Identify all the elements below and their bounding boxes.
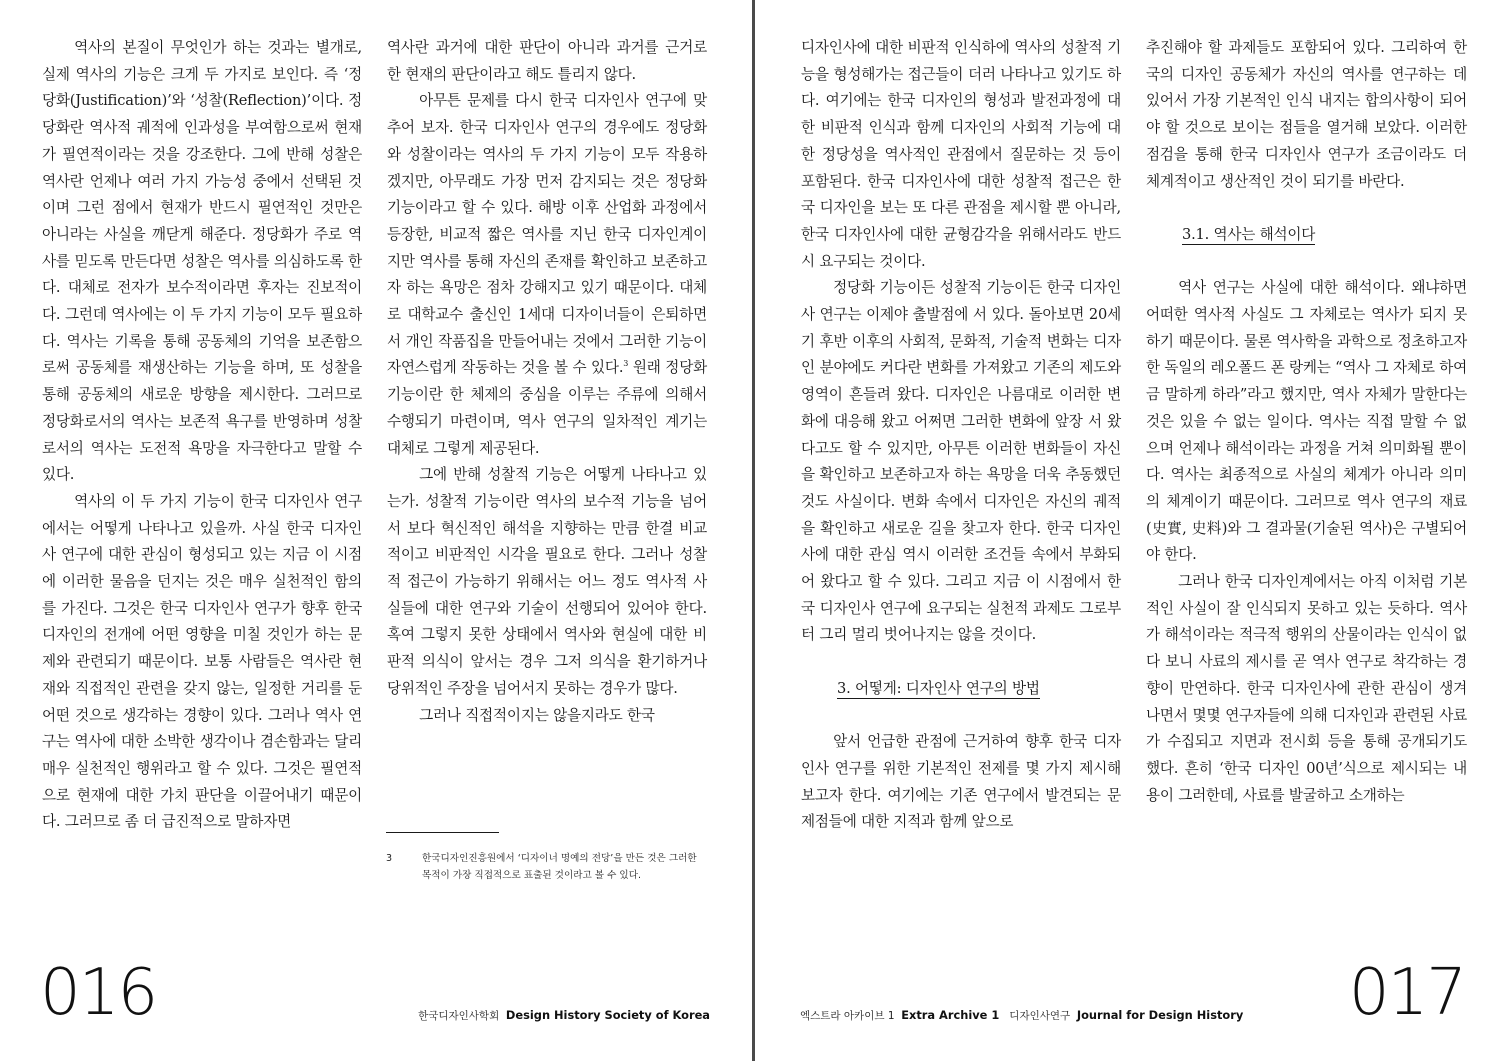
right-column-2	[1146, 35, 1467, 809]
running-head-left	[418, 1007, 710, 1024]
left-column-2	[387, 35, 707, 729]
paragraph: 앞서 언급한 관점에 근거하여 향후 한국 디자인사 연구를 위한 기본적인 전제를 몇 가지 제시해보고자 한다. 여기에는 기존 연구에서 발견되는 문제점들에 대한 지적과 함께 앞으로	[801, 733, 1121, 831]
paragraph	[387, 88, 707, 462]
paragraph: 그러나 한국 디자인계에서는 아직 이처럼 기본적인 사실이 잘 인식되지 못하고 있는 듯하다. 역사가 해석이라는 적극적 행위의 산물이라는 인식이 없다 보니 사료의 제시를 곧 역사 연구로 착각하는 경향이 만연하다. 한국 디자인사에 관한 관심이 생겨나면서 몇몇 연구자들에 의해 디자인과 관련된 사료가 수집되고 지면과 전시회 등을 통해 공개되기도 했다. 흔히 ‘한국 디자인 00년’식으로 제시되는 내용이 그러한데, 사료를 발굴하고 소개하는	[1146, 573, 1467, 804]
section-heading	[1146, 222, 1467, 249]
footnote-text: 한국디자인진흥원에서 ‘디자이너 명예의 전당’을 만든 것은 그러한 목적이 가장 직접적으로 표출된 것이라고 볼 수 있다.	[422, 853, 697, 881]
section-heading	[801, 676, 1121, 703]
paragraph: 정당화 기능이든 성찰적 기능이든 한국 디자인사 연구는 이제야 출발점에 서 있다. 돌아보면 20세기 후반 이후의 사회적, 문화적, 기술적 변화는 디자인 분야에도 커다란 변화를 가져왔고 기존의 제도와 영역이 흔들려 왔다. 디자인은 나름대로 이러한 변화에 대응해 왔고 어쩌면 그러한 변화에 앞장 서 왔다고도 할 수 있지만, 아무튼 이러한 변화들이 자신을 확인하고 보존하고자 하는 욕망을 더욱 추동했던 것도 사실이다. 변화 속에서 디자인은 자신의 궤적을 확인하고 새로운 길을 찾고자 한다. 한국 디자인사에 대한 관심 역시 이러한 조건들 속에서 부화되어 왔다고 할 수 있다. 그리고 지금 이 시점에서 한국 디자인사 연구에 요구되는 실천적 과제도 그로부터 그리 멀리 벗어나지는 않을 것이다.	[801, 279, 1121, 644]
paragraph: 그러나 직접적이지는 않을지라도 한국	[419, 706, 655, 724]
running-head-right	[800, 1007, 1243, 1024]
running-head-english: Design History Society of Korea	[505, 1008, 710, 1022]
paragraph: 역사의 본질이 무엇인가 하는 것과는 별개로, 실제 역사의 기능은 크게 두 가지로 보인다. 즉 ‘정당화(Justification)’와 ‘성찰(Reflection)’이다. 정당화란 역사적 궤적에 인과성을 부여함으로써 현재가 필연적이라는 것을 강조한다. 그에 반해 성찰은 역사란 언제나 여러 가지 가능성 중에서 선택된 것이며 그런 점에서 현재가 반드시 필연적인 것만은 아니라는 사실을 깨닫게 해준다. 정당화가 주로 역사를 믿도록 만든다면 성찰은 역사를 의심하도록 한다. 대체로 전자가 보수적이라면 후자는 진보적이다. 그런데 역사에는 이 두 가지 기능이 모두 필요하다. 역사는 기록을 통해 공동체의 기억을 보존함으로써 공동체를 재생산하는 기능을 하며, 또 성찰을 통해 공동체의 새로운 방향을 제시한다. 그러므로 정당화로서의 역사는 보존적 욕구를 반영하며 성찰로서의 역사는 도전적 욕망을 자극한다고 말할 수 있다.	[42, 39, 362, 484]
page-gutter	[752, 0, 755, 1061]
page-number-left: 016	[40, 956, 157, 1030]
paragraph: 역사란 과거에 대한 판단이 아니라 과거를 근거로 한 현재의 판단이라고 해도 틀리지 않다.	[387, 39, 707, 83]
left-page	[0, 0, 752, 1061]
paragraph: 역사의 이 두 가지 기능이 한국 디자인사 연구에서는 어떻게 나타나고 있을까. 사실 한국 디자인사 연구에 대한 관심이 형성되고 있는 지금 이 시점에 이러한 물음을 던지는 것은 매우 실천적인 함의를 가진다. 그것은 한국 디자인사 연구가 향후 한국 디자인의 전개에 어떤 영향을 미칠 것인가 하는 문제와 관련되기 때문이다. 보통 사람들은 역사란 현재와 직접적인 관련을 갖지 않는, 일정한 거리를 둔 어떤 것으로 생각하는 경향이 있다. 그러나 역사 연구는 역사에 대한 소박한 생각이나 겸손함과는 달리 매우 실천적인 행위라고 할 수 있다. 그것은 필연적으로 현재에 대한 가치 판단을 이끌어내기 때문이다. 그러므로 좀 더 급진적으로 말하자면	[42, 492, 362, 831]
spacer	[1146, 195, 1467, 222]
paragraph: 디자인사에 대한 비판적 인식하에 역사의 성찰적 기능을 형성해가는 접근들이 더러 나타나고 있기도 하다. 여기에는 한국 디자인의 형성과 발전과정에 대한 비판적 인식과 함께 디자인의 사회적 기능에 대한 정당성을 역사적인 관점에서 질문하는 것 등이 포함된다. 한국 디자인사에 대한 성찰적 접근은 한국 디자인을 보는 또 다른 관점을 제시할 뿐 아니라, 한국 디자인사에 대한 균형감각을 위해서라도 반드시 요구되는 것이다.	[801, 39, 1121, 270]
left-column-1	[42, 35, 362, 836]
footnote-number: 3	[386, 853, 393, 864]
footnote	[386, 850, 706, 884]
paragraph-text: 아무튼 문제를 다시 한국 디자인사 연구에 맞추어 보자. 한국 디자인사 연구의 경우에도 정당화와 성찰이라는 역사의 두 가지 기능이 모두 작용하겠지만, 아무래도 가장 먼저 감지되는 것은 정당화 기능이라고 할 수 있다. 해방 이후 산업화 과정에서 등장한, 비교적 짧은 역사를 지닌 한국 디자인계이지만 역사를 통해 자신의 존재를 확인하고 보존하고자 하는 욕망은 점차 강해지고 있기 때문이다. 대체로 대학교수 출신인 1세대 디자이너들이 은퇴하면서 개인 작품집을 만들어내는 것에서 그러한 기능이 자연스럽게 작동하는 것을 볼 수 있다.	[387, 92, 707, 377]
page-number-right: 017	[1348, 956, 1465, 1030]
section-heading-text: 3.1. 역사는 해석이다	[1182, 225, 1316, 243]
footnote-reference: 3	[623, 359, 629, 369]
right-page	[758, 0, 1509, 1061]
running-head-english: Extra Archive 1	[901, 1008, 1000, 1022]
section-heading-text: 3. 어떻게: 디자인사 연구의 방법	[837, 679, 1040, 697]
paragraph-text-tail: 원래 정당화 기능이란 한 체제의 중심을 이루는 주류에 의해서 수행되기 마련이며, 역사 연구의 일차적인 계기는 대체로 그렇게 제공된다.	[387, 359, 707, 457]
spacer	[1146, 249, 1467, 276]
right-column-1	[801, 35, 1121, 836]
running-head-korean: 한국디자인사학회	[418, 1010, 500, 1022]
paragraph: 그에 반해 성찰적 기능은 어떻게 나타나고 있는가. 성찰적 기능이란 역사의 보수적 기능을 넘어서 보다 혁신적인 해석을 지향하는 만큼 한결 비교적이고 비판적인 시각을 필요로 한다. 그러나 성찰적 접근이 가능하기 위해서는 어느 정도 역사적 사실들에 대한 연구와 기술이 선행되어 있어야 한다. 혹여 그렇지 못한 상태에서 역사와 현실에 대한 비판적 의식이 앞서는 경우 그저 의식을 환기하거나 당위적인 주장을 넘어서지 못하는 경우가 많다.	[387, 466, 707, 697]
paragraph: 역사 연구는 사실에 대한 해석이다. 왜냐하면 어떠한 역사적 사실도 그 자체로는 역사가 되지 못하기 때문이다. 물론 역사학을 과학으로 정초하고자 한 독일의 레오폴드 폰 랑케는 “역사 그 자체로 하여금 말하게 하라”라고 했지만, 역사 자체가 말한다는 것은 있을 수 없는 일이다. 역사는 직접 말할 수 없으며 언제나 해석이라는 과정을 거쳐 의미화될 뿐이다. 역사는 최종적으로 사실의 체계가 아니라 의미의 체계이기 때문이다. 그러므로 역사 연구의 재료(史實, 史料)와 그 결과물(기술된 역사)은 구별되어야 한다.	[1146, 279, 1467, 564]
spacer	[801, 703, 1121, 730]
spacer	[801, 649, 1121, 676]
running-head-korean: 엑스트라 아카이브 1	[800, 1010, 895, 1022]
running-head-korean: 디자인사연구	[1009, 1010, 1071, 1022]
running-head-english: Journal for Design History	[1076, 1008, 1244, 1022]
paragraph: 추진해야 할 과제들도 포함되어 있다. 그리하여 한국의 디자인 공동체가 자신의 역사를 연구하는 데 있어서 가장 기본적인 인식 내지는 합의사항이 되어야 할 것으로 보이는 점들을 열거해 보았다. 이러한 점검을 통해 한국 디자인사 연구가 조금이라도 더 체계적이고 생산적인 것이 되기를 바란다.	[1146, 39, 1467, 190]
footnote-divider	[386, 832, 499, 833]
